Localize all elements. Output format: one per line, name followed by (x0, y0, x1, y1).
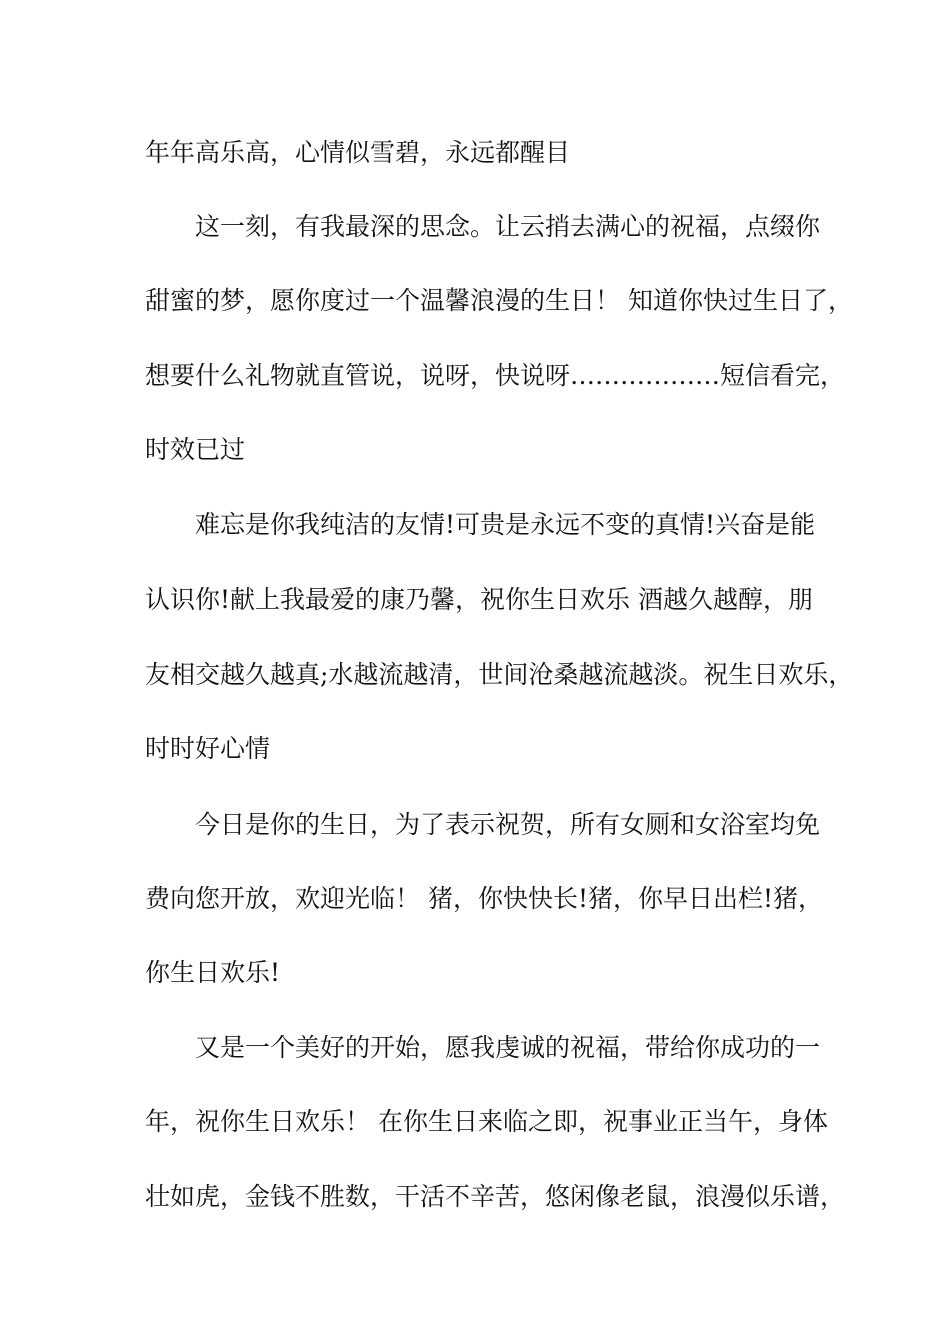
paragraph-first-line: 又是一个美好的开始，愿我虔诚的祝福，带给你成功的一 (195, 1033, 821, 1062)
paragraph-first-line: 今日是你的生日，为了表示祝贺，所有女厕和女浴室均免 (195, 810, 821, 839)
text-line: 你生日欢乐! (145, 958, 281, 987)
text-line: 年年高乐高，心情似雪碧，永远都醒目 (145, 138, 571, 167)
text-line: 想要什么礼物就直管说，说呀，快说呀………………短信看完， (145, 361, 846, 390)
paragraph-first-line: 这一刻，有我最深的思念。让云捎去满心的祝福，点缀你 (195, 212, 821, 241)
text-line: 时效已过 (145, 435, 246, 464)
text-line: 友相交越久越真;水越流越清，世间沧桑越流越淡。祝生日欢乐， (145, 660, 854, 689)
text-line: 费向您开放，欢迎光临！ 猪，你快快长!猪，你早日出栏!猪， (145, 884, 824, 913)
text-line: 时时好心情 (145, 734, 271, 763)
text-line: 年，祝你生日欢乐！ 在你生日来临之即，祝事业正当午，身体 (145, 1107, 828, 1136)
text-line: 认识你!献上我最爱的康乃馨，祝你生日欢乐 酒越久越醇，朋 (145, 585, 813, 614)
paragraph-first-line: 难忘是你我纯洁的友情!可贵是永远不变的真情!兴奋是能 (195, 510, 816, 539)
text-line: 甜蜜的梦，愿你度过一个温馨浪漫的生日！ 知道你快过生日了， (145, 286, 853, 315)
text-line: 壮如虎，金钱不胜数，干活不辛苦，悠闲像老鼠，浪漫似乐谱， (145, 1182, 846, 1211)
